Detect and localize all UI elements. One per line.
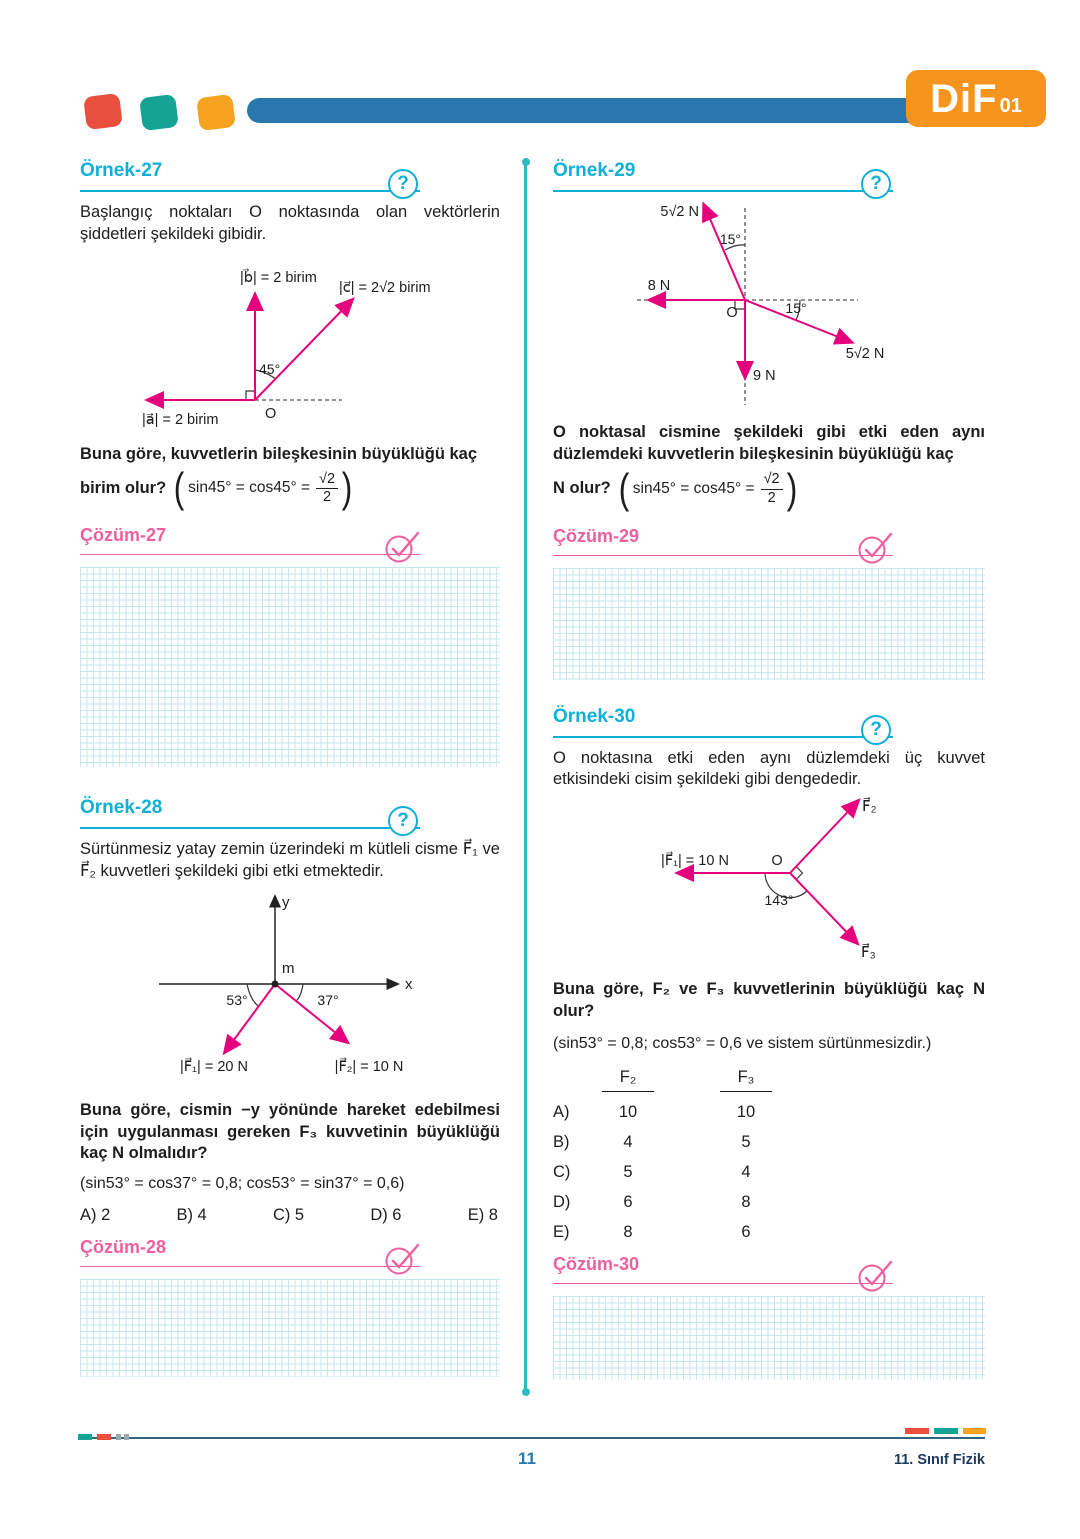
footer-rule — [80, 1437, 985, 1439]
example-28-title: Örnek-28 — [80, 797, 163, 819]
example-28-question: Buna göre, cismin −y yönünde hareket edebilmesi için uygulanması gereken F₃ kuvvetinin büyüklüğü kaç N olmalıdır? — [80, 1100, 500, 1163]
option-e: E) 8 — [467, 1206, 498, 1225]
example-27-formula — [80, 465, 500, 511]
equilibrium-diagram — [553, 795, 985, 973]
footer-dash-red — [905, 1428, 929, 1434]
angle-15-top-label: 15° — [719, 231, 741, 247]
page-number: 11 — [518, 1449, 536, 1468]
question-mark-icon: ? — [388, 806, 418, 836]
option-b: B) 4 — [176, 1206, 207, 1225]
open-paren: ( — [173, 464, 185, 512]
fraction-numerator: √2 — [316, 471, 338, 490]
origin-label: O — [771, 853, 783, 870]
question-mark-icon: ? — [861, 715, 891, 745]
origin-label: O — [265, 405, 277, 422]
right-column — [553, 160, 985, 1380]
angle-53-label: 53° — [226, 991, 248, 1008]
example-28-heading — [80, 797, 420, 832]
vector-c-arrow — [255, 300, 352, 400]
left-column — [80, 160, 500, 1377]
solution-28-title: Çözüm-28 — [80, 1237, 167, 1258]
angle-45-label: 45° — [259, 360, 281, 377]
solution-30-grid — [553, 1296, 985, 1380]
example-27-body: Başlangıç noktaları O noktasında olan vektörlerin şiddetleri şekildeki gibidir. — [80, 203, 500, 243]
table-row: A) 10 10 — [553, 1102, 756, 1121]
solution-30-title: Çözüm-30 — [553, 1253, 640, 1274]
angle-53-arc — [247, 984, 258, 1006]
vector-c-label: |c⃗| = 2√2 birim — [339, 279, 431, 296]
force-f3-arrow — [790, 873, 857, 943]
example-27-question: Buna göre, kuvvetlerin bileşkesinin büyüklüğü kaç — [80, 444, 478, 463]
solution-28-grid — [80, 1279, 500, 1377]
y-axis-label: y — [282, 893, 290, 911]
solution-29-title: Çözüm-29 — [553, 525, 640, 546]
example-29-heading — [553, 160, 893, 192]
option-a: A) 2 — [80, 1206, 111, 1225]
footer-dash-red — [97, 1434, 111, 1440]
question-tail: birim olur? — [80, 478, 167, 497]
x-axis-label: x — [405, 975, 413, 993]
formula-body — [631, 471, 785, 506]
example-29-question: O noktasal cismine şekildeki gibi etki eden aynı düzlemdeki kuvvetlerin bileşkesinin büyüklüğü kaç — [553, 423, 985, 463]
footer-dash-teal — [934, 1428, 958, 1434]
force-down-right-label: 5√2 N — [845, 346, 885, 362]
fraction-denominator: 2 — [767, 489, 776, 506]
fraction-denominator: 2 — [322, 489, 332, 506]
footer-dash-teal — [78, 1434, 92, 1440]
angle-37-arc — [296, 984, 303, 1001]
right-angle-mark — [246, 391, 255, 400]
example-28-options — [80, 1206, 500, 1225]
vector-a-label: |a⃗| = 2 birim — [142, 411, 219, 428]
right-angle-mark — [796, 867, 802, 880]
force-axes-diagram — [80, 889, 500, 1094]
table-row: D) 6 8 — [553, 1192, 751, 1211]
solution-27-title: Çözüm-27 — [80, 525, 167, 546]
angle-15-right-label: 15° — [785, 300, 807, 316]
brand-logo: DiF — [930, 76, 998, 121]
vector-diagram-abc — [80, 252, 500, 434]
question-tail: N olur? — [553, 479, 611, 498]
solution-30-heading — [553, 1254, 893, 1284]
fraction-numerator: √2 — [761, 471, 783, 490]
question-mark-icon: ? — [388, 169, 418, 199]
check-icon — [857, 529, 893, 565]
decor-square-teal — [139, 94, 179, 131]
example-30-body: O noktasına etki eden aynı düzlemdeki üç kuvvet etkisindeki cisim şekildeki gibi dengededir. — [553, 748, 985, 789]
check-icon — [384, 528, 420, 564]
column-f2: F₂ — [593, 1068, 663, 1092]
column-divider — [524, 162, 527, 1392]
footer-dash-orange — [963, 1428, 986, 1434]
close-paren: ) — [341, 464, 353, 512]
footer-tick — [116, 1434, 121, 1440]
forces-on-point-diagram — [553, 200, 985, 412]
solution-28-heading — [80, 1237, 420, 1267]
answer-table-header — [553, 1068, 985, 1092]
table-row: C) 5 4 — [553, 1162, 751, 1181]
decor-square-orange — [196, 94, 236, 131]
fraction — [316, 471, 338, 506]
decor-square-red — [83, 93, 123, 130]
example-28-given: (sin53° = cos37° = 0,8; cos53° = sin37° = 0,6) — [80, 1175, 405, 1193]
mass-label: m — [282, 959, 295, 977]
force-up-left-label: 5√2 N — [660, 204, 699, 220]
solution-29-grid — [553, 568, 985, 680]
example-29-title: Örnek-29 — [553, 160, 636, 181]
example-30-heading — [553, 706, 893, 738]
vector-b-label: |b⃗| = 2 birim — [240, 269, 317, 286]
force-f2-arrow — [790, 801, 858, 873]
solution-29-heading — [553, 526, 893, 556]
check-icon — [857, 1257, 893, 1293]
origin-label: O — [726, 305, 738, 321]
close-paren: ) — [786, 464, 797, 512]
table-row: B) 4 5 — [553, 1132, 751, 1151]
brand-badge — [906, 70, 1046, 127]
example-29-formula — [553, 466, 985, 512]
angle-143-label: 143° — [764, 892, 794, 909]
brand-number: 01 — [999, 95, 1022, 117]
fraction — [761, 471, 783, 506]
footer-tick — [124, 1434, 129, 1440]
question-mark-icon: ? — [861, 169, 891, 199]
formula-lhs: sin45° = cos45° = — [632, 479, 755, 497]
open-paren: ( — [618, 464, 629, 512]
mass-point — [272, 980, 279, 987]
option-c: C) 5 — [272, 1206, 305, 1225]
example-30-given: (sin53° = 0,8; cos53° = 0,6 ve sistem sürtünmesizdir.) — [553, 1034, 932, 1052]
force-up-left-arrow — [704, 205, 745, 300]
force-f2-label: |F⃗₂| = 10 N — [334, 1058, 404, 1075]
force-f1-label: |F⃗₁| = 20 N — [180, 1058, 248, 1075]
column-f3: F₃ — [711, 1068, 781, 1092]
example-27-title: Örnek-27 — [80, 160, 163, 181]
check-icon — [384, 1240, 420, 1276]
example-30-question: Buna göre, F₂ ve F₃ kuvvetlerinin büyüklüğü kaç N olur? — [553, 980, 985, 1020]
formula-body — [186, 471, 340, 506]
angle-37-label: 37° — [317, 991, 339, 1008]
answer-table — [553, 1068, 985, 1242]
book-title: 11. Sınıf Fizik — [893, 1452, 985, 1468]
force-down-label: 9 N — [753, 368, 776, 384]
force-f2-label: F⃗₂ — [862, 798, 877, 816]
force-f1-label: |F⃗₁| = 10 N — [661, 853, 729, 870]
example-27-heading — [80, 160, 420, 192]
table-row: E) 8 6 — [553, 1222, 751, 1241]
solution-27-grid — [80, 567, 500, 767]
force-f3-label: F⃗₃ — [861, 944, 876, 962]
example-28-body: Sürtünmesiz yatay zemin üzerindeki m kütleli cisme F⃗₁ ve F⃗₂ kuvvetleri şekildeki gibi etki etmektedir. — [80, 840, 500, 881]
example-30-title: Örnek-30 — [553, 705, 636, 727]
force-left-label: 8 N — [647, 278, 671, 294]
solution-27-heading — [80, 525, 420, 555]
option-d: D) 6 — [370, 1206, 402, 1225]
formula-lhs: sin45° = cos45° = — [188, 479, 311, 497]
